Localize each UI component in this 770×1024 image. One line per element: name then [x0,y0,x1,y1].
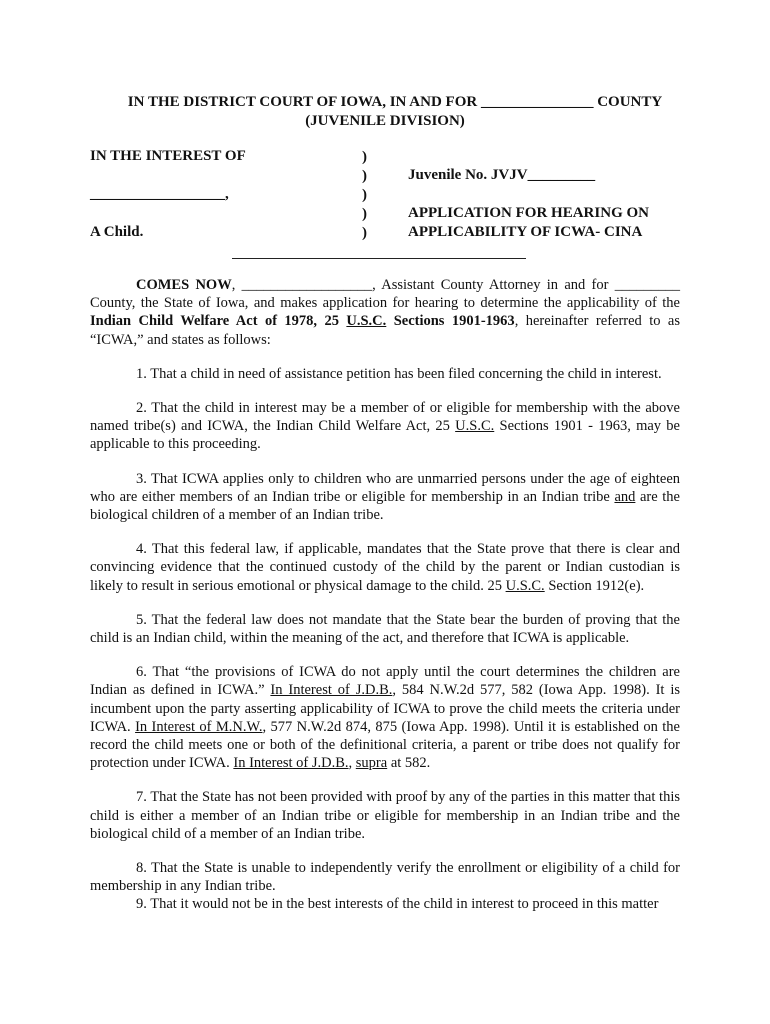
child-name-blank: __________________, [90,186,229,202]
paragraph-3 [90,470,680,525]
usc-citation: U.S.C. [346,313,387,330]
paragraph-6 [90,663,680,772]
p6-text: , [348,755,356,772]
act-sections: Sections 1901-1963 [386,313,515,330]
intro-paragraph [90,276,680,349]
case-citation: In Interest of J.D.B. [233,755,349,772]
paragraph-7: 7. That the State has not been provided with proof by any of the parties in this matter that this child is either a member of an Indian tribe or eligible for membership in an Indian tribe and the biological child of a member of an Indian tribe. [90,789,680,842]
paren: ) [362,206,367,222]
case-citation: In Interest of M.N.W. [135,718,263,735]
juvenile-number: Juvenile No. JVJV_________ [408,167,596,183]
document-body [90,276,680,914]
a-child-label: A Child. [90,224,144,240]
act-name: Indian Child Welfare Act of 1978, 25 [90,313,347,330]
p3-text: 3. That ICWA applies only to children who are unmarried persons under the age of eighteen who are either members of an Indian tribe or eligible for membership in an Indian tribe [90,470,680,505]
case-citation: In Interest of J.D.B. [270,682,393,699]
p2-text-end: Sections 1901 - 1963, may be applicable to this proceeding. [90,418,680,453]
paren: ) [362,187,367,203]
court-header [0,93,770,131]
paragraph-8: 8. That the State is unable to independently verify the enrollment or eligibility of a child for membership in any Indian tribe. [90,860,680,895]
paragraph-4 [90,540,680,595]
emphasis-and: and [614,488,636,505]
paren: ) [362,149,367,165]
intro-text-end: , hereinafter referred to as “ICWA,” and states as follows: [90,313,680,348]
p2-text: 2. That the child in interest may be a member of or eligible for membership with the above named tribe(s) and ICWA, the Indian Child Welfare Act, 25 [90,400,680,435]
caption-divider [232,258,526,259]
p6-text-end: at 582. [387,755,431,772]
paragraph-5: 5. That the federal law does not mandate that the State bear the burden of proving that the child is an Indian child, within the meaning of the act, and therefore that ICWA is applicable. [90,611,680,647]
application-title-line2: APPLICABILITY OF ICWA- CINA [408,224,643,240]
paragraph-2 [90,399,680,454]
usc-citation: U.S.C. [505,577,545,594]
p6-text: , 584 N.W.2d 577, 582 (Iowa App. 1998). It is incumbent upon the party asserting applicability of ICWA to prove the child meets the criteria under ICWA. [90,682,681,735]
p4-text: 4. That this federal law, if applicable, mandates that the State prove that there is clear and convincing evidence that the continued custody of the child by the parent or Indian custodian is likely to result in serious emotional or physical damage to the child. 25 [90,541,680,594]
comes-now: COMES NOW [136,277,232,293]
paren: ) [362,225,367,241]
p6-text: 6. That “the provisions of ICWA do not apply until the court determines the children are Indian as defined in ICWA.” [90,664,680,699]
p4-text-end: Section 1912(e). [544,577,645,594]
usc-citation: U.S.C. [455,418,495,435]
p6-text: , 577 N.W.2d 874, 875 (Iowa App. 1998). Until it is established on the record the child meets one or both of the definitional criteria, a parent or tribe does not qualify for protection under ICWA. [90,718,680,772]
division-title: (JUVENILE DIVISION) [305,113,465,129]
intro-text: , __________________, Assistant County Attorney in and for _________ County, the State of Iowa, and makes application for hearing to determine the applicability of the [90,277,681,312]
paragraph-9: 9. That it would not be in the best interests of the child in interest to proceed in this matter [136,896,659,913]
application-title-line1: APPLICATION FOR HEARING ON [408,205,649,221]
p3-text-end: are the biological children of a member of an Indian tribe. [90,488,680,524]
paren: ) [362,168,367,184]
paragraph-1: 1. That a child in need of assistance petition has been filed concerning the child in interest. [136,365,662,382]
interest-of-label: IN THE INTEREST OF [90,148,246,164]
supra-citation: supra [355,755,388,772]
court-title: IN THE DISTRICT COURT OF IOWA, IN AND FOR _______________ COUNTY [127,94,663,110]
